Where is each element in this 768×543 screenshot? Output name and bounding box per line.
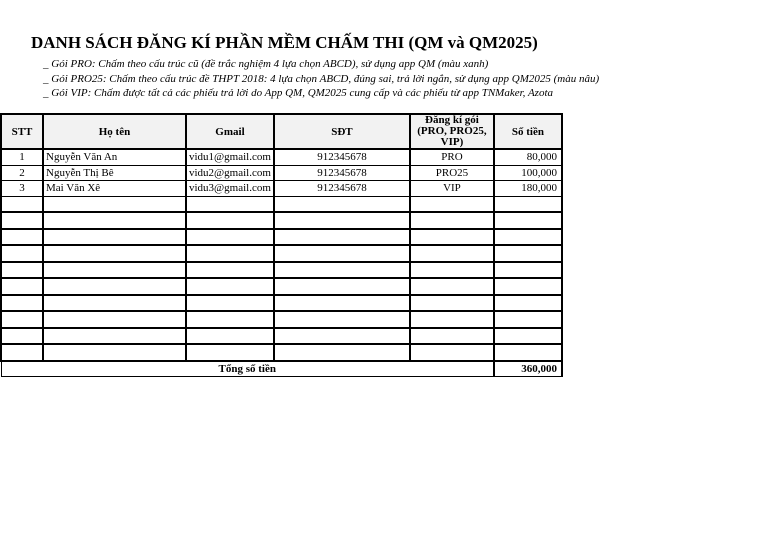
empty-row[interactable]: [1, 262, 562, 279]
empty-cell[interactable]: [410, 245, 494, 262]
empty-cell[interactable]: [274, 229, 410, 246]
empty-cell[interactable]: [186, 328, 274, 345]
empty-cell[interactable]: [186, 196, 274, 212]
empty-cell[interactable]: [1, 311, 43, 328]
header-package: Đăng kí gói (PRO, PRO25, VIP): [410, 114, 494, 149]
empty-cell[interactable]: [494, 311, 562, 328]
empty-row[interactable]: [1, 328, 562, 345]
empty-cell[interactable]: [494, 245, 562, 262]
empty-cell[interactable]: [410, 328, 494, 345]
cell-amount[interactable]: 180,000: [494, 181, 562, 197]
empty-cell[interactable]: [43, 212, 186, 229]
cell-stt[interactable]: 1: [1, 149, 43, 165]
cell-phone[interactable]: 912345678: [274, 165, 410, 181]
empty-cell[interactable]: [274, 344, 410, 361]
empty-cell[interactable]: [186, 212, 274, 229]
empty-cell[interactable]: [410, 229, 494, 246]
empty-cell[interactable]: [43, 196, 186, 212]
empty-cell[interactable]: [274, 245, 410, 262]
header-row: [1, 114, 562, 149]
empty-cell[interactable]: [494, 262, 562, 279]
empty-cell[interactable]: [43, 328, 186, 345]
empty-row[interactable]: [1, 295, 562, 312]
empty-cell[interactable]: [186, 229, 274, 246]
empty-cell[interactable]: [43, 229, 186, 246]
empty-cell[interactable]: [1, 344, 43, 361]
empty-cell[interactable]: [410, 344, 494, 361]
total-row: [1, 361, 562, 377]
empty-cell[interactable]: [186, 311, 274, 328]
empty-cell[interactable]: [43, 295, 186, 312]
header-stt: STT: [1, 114, 43, 149]
header-name: Họ tên: [43, 114, 186, 149]
empty-row[interactable]: [1, 245, 562, 262]
registration-table: [0, 113, 563, 377]
cell-gmail[interactable]: vidu1@gmail.com: [186, 149, 274, 165]
empty-row[interactable]: [1, 229, 562, 246]
page-title: DANH SÁCH ĐĂNG KÍ PHẦN MỀM CHẤM THI (QM và QM2025): [31, 33, 538, 52]
total-value: 360,000: [494, 361, 562, 377]
cell-phone[interactable]: 912345678: [274, 181, 410, 197]
empty-cell[interactable]: [1, 245, 43, 262]
empty-cell[interactable]: [1, 262, 43, 279]
cell-gmail[interactable]: vidu3@gmail.com: [186, 181, 274, 197]
note-vip: _ Gói VIP: Chấm được tất cả các phiếu trả lời do App QM, QM2025 cung cấp và các phiếu từ app TNMaker, Azota: [43, 87, 554, 99]
table-row[interactable]: [1, 149, 562, 165]
empty-cell[interactable]: [494, 295, 562, 312]
empty-cell[interactable]: [274, 262, 410, 279]
package-notes: [43, 57, 599, 101]
cell-amount[interactable]: 100,000: [494, 165, 562, 181]
empty-row[interactable]: [1, 344, 562, 361]
table-row[interactable]: [1, 181, 562, 197]
empty-row[interactable]: [1, 278, 562, 295]
header-phone: SĐT: [274, 114, 410, 149]
empty-cell[interactable]: [1, 278, 43, 295]
cell-package[interactable]: PRO25: [410, 165, 494, 181]
empty-cell[interactable]: [494, 229, 562, 246]
empty-cell[interactable]: [410, 278, 494, 295]
header-gmail: Gmail: [186, 114, 274, 149]
empty-cell[interactable]: [43, 278, 186, 295]
empty-cell[interactable]: [186, 278, 274, 295]
empty-row[interactable]: [1, 196, 562, 212]
empty-row[interactable]: [1, 212, 562, 229]
empty-cell[interactable]: [494, 328, 562, 345]
empty-cell[interactable]: [43, 262, 186, 279]
empty-cell[interactable]: [186, 245, 274, 262]
cell-package[interactable]: VIP: [410, 181, 494, 197]
empty-cell[interactable]: [494, 278, 562, 295]
cell-gmail[interactable]: vidu2@gmail.com: [186, 165, 274, 181]
empty-cell[interactable]: [186, 344, 274, 361]
total-label: Tổng số tiền: [1, 361, 494, 377]
empty-cell[interactable]: [274, 295, 410, 312]
empty-cell[interactable]: [1, 295, 43, 312]
empty-cell[interactable]: [43, 311, 186, 328]
empty-cell[interactable]: [410, 262, 494, 279]
empty-cell[interactable]: [274, 212, 410, 229]
cell-package[interactable]: PRO: [410, 149, 494, 165]
cell-name[interactable]: Mai Văn Xê: [43, 181, 186, 197]
cell-name[interactable]: Nguyễn Văn An: [43, 149, 186, 165]
empty-cell[interactable]: [410, 295, 494, 312]
note-pro25: _ Gói PRO25: Chấm theo cấu trúc đề THPT 2018: 4 lựa chọn ABCD, đúng sai, trả lời ngắn, sử dụng app QM2025 (màu nâu): [43, 72, 600, 85]
empty-cell[interactable]: [43, 245, 186, 262]
empty-cell[interactable]: [274, 311, 410, 328]
empty-cell[interactable]: [410, 311, 494, 328]
empty-cell[interactable]: [274, 278, 410, 295]
empty-cell[interactable]: [1, 212, 43, 229]
cell-amount[interactable]: 80,000: [494, 149, 562, 165]
empty-cell[interactable]: [274, 328, 410, 345]
empty-cell[interactable]: [410, 196, 494, 212]
empty-cell[interactable]: [1, 328, 43, 345]
cell-name[interactable]: Nguyễn Thị Bê: [43, 165, 186, 181]
note-pro: _ Gói PRO: Chấm theo cấu trúc cũ (đề trắc nghiệm 4 lựa chọn ABCD), sử dụng app QM (màu xanh): [43, 58, 489, 70]
empty-cell[interactable]: [186, 295, 274, 312]
cell-stt[interactable]: 3: [1, 181, 43, 197]
empty-cell[interactable]: [43, 344, 186, 361]
empty-cell[interactable]: [186, 262, 274, 279]
empty-cell[interactable]: [494, 196, 562, 212]
empty-cell[interactable]: [1, 229, 43, 246]
empty-cell[interactable]: [494, 344, 562, 361]
cell-phone[interactable]: 912345678: [274, 149, 410, 165]
empty-cell[interactable]: [494, 212, 562, 229]
header-amount: Số tiền: [494, 114, 562, 149]
empty-row[interactable]: [1, 311, 562, 328]
cell-stt[interactable]: 2: [1, 165, 43, 181]
empty-cell[interactable]: [274, 196, 410, 212]
empty-cell[interactable]: [410, 212, 494, 229]
empty-cell[interactable]: [1, 196, 43, 212]
table-row[interactable]: [1, 165, 562, 181]
